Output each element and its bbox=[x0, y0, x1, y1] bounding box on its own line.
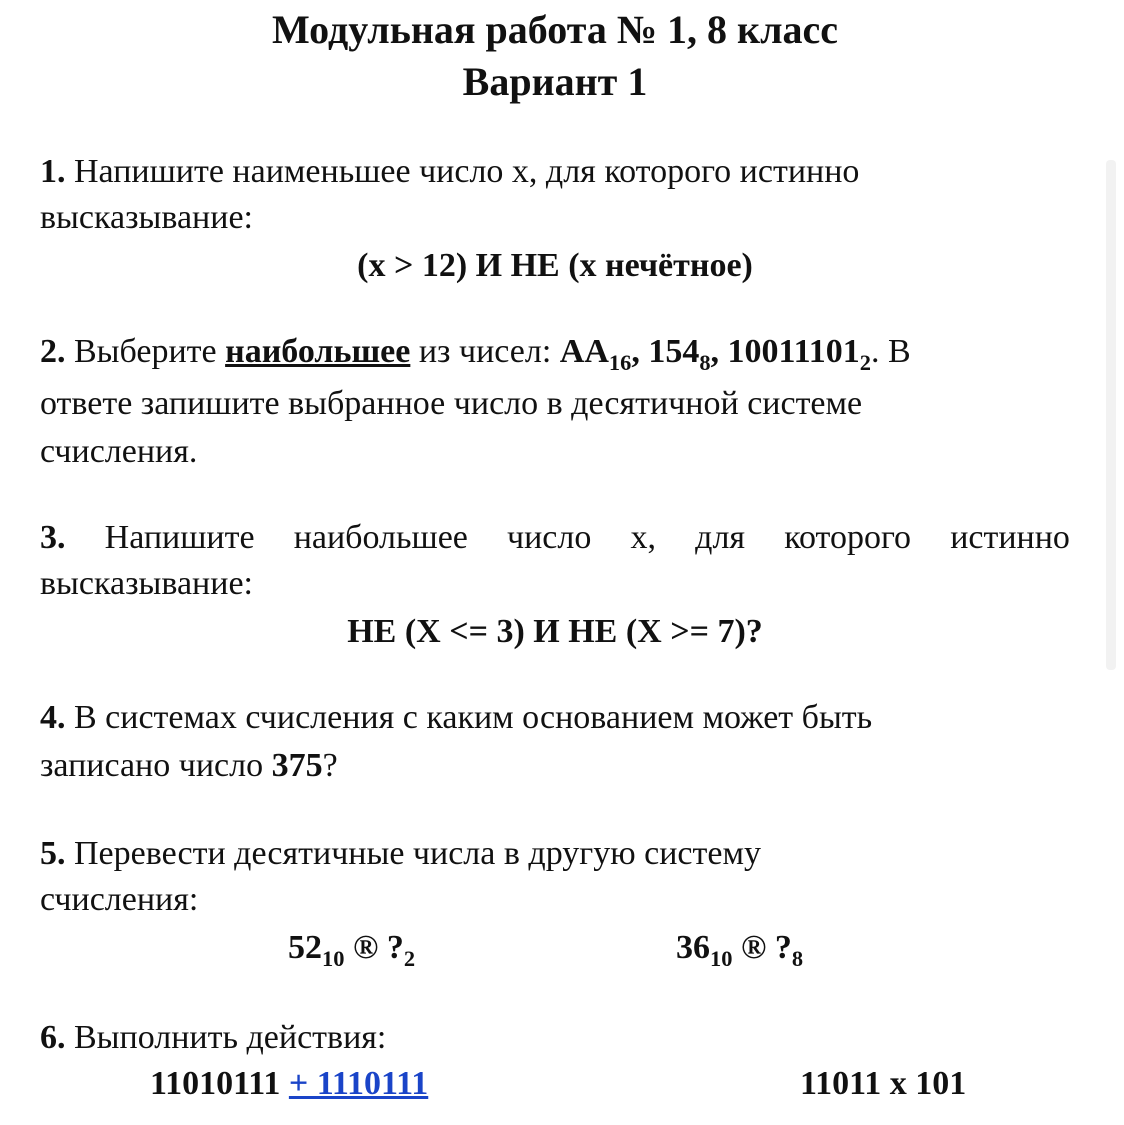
conversion-1: $52_{10}$ ® $?_2$ bbox=[288, 929, 416, 971]
question-1-text: Напишите наименьшее число х, для которого истинно bbox=[74, 153, 860, 190]
question-2-line-1 bbox=[40, 332, 1070, 375]
number-hex: $AA_{16}$, bbox=[559, 333, 640, 375]
question-4-line-2 bbox=[40, 746, 1070, 786]
scrollbar[interactable] bbox=[1106, 160, 1116, 670]
q3-word: которого bbox=[784, 519, 912, 556]
q3-word: наибольшее bbox=[293, 519, 468, 556]
question-5-text: Перевести десятичные числа в другую систему bbox=[74, 835, 761, 872]
addition-operand-link[interactable]: + 1110111 bbox=[288, 1065, 429, 1102]
question-4-line-1 bbox=[40, 698, 1070, 738]
question-2-number: 2. bbox=[40, 333, 66, 370]
question-4-number: 4. bbox=[40, 699, 66, 736]
q3-word: истинно bbox=[950, 519, 1070, 556]
question-5-number: 5. bbox=[40, 835, 66, 872]
question-3-line-1 bbox=[40, 518, 1070, 558]
question-1-line-2: высказывание: bbox=[40, 199, 253, 236]
question-5-line-2: счисления: bbox=[40, 881, 199, 918]
question-2-emphasis: наибольшее bbox=[225, 333, 411, 370]
question-4-text: В системах счисления с каким основанием может быть bbox=[74, 699, 873, 736]
binary-addition: 11010111 + 1110111 bbox=[150, 1065, 429, 1102]
question-4-prefix: записано число bbox=[40, 747, 264, 784]
question-1-formula: (х > 12) И НЕ (х нечётное) bbox=[357, 247, 753, 284]
question-3-line-2: высказывание: bbox=[40, 565, 253, 602]
q3-word: х, bbox=[630, 519, 657, 556]
question-2-line-3: счисления. bbox=[40, 433, 198, 470]
conversion-2: $36_{10}$ ® $?_8$ bbox=[676, 929, 804, 971]
number-octal: $154_8$, bbox=[648, 333, 720, 375]
question-4-number-value: 375 bbox=[271, 747, 323, 784]
question-6-number: 6. bbox=[40, 1019, 66, 1056]
q3-word: для bbox=[695, 519, 746, 556]
question-6-line-1 bbox=[40, 1018, 1070, 1058]
question-2-line-2: ответе запишите выбранное число в десятичной системе bbox=[40, 385, 863, 422]
question-1-number: 1. bbox=[40, 153, 66, 190]
q3-word: число bbox=[507, 519, 592, 556]
binary-multiplication: 11011 x 101 bbox=[800, 1065, 967, 1102]
question-6-text: Выполнить действия: bbox=[74, 1019, 387, 1056]
q3-word: Напишите bbox=[104, 519, 255, 556]
number-binary: $10011101_2$ bbox=[727, 333, 872, 375]
variant-title: Вариант 1 bbox=[462, 59, 648, 104]
question-2-middle: из чисел: bbox=[418, 333, 552, 370]
question-4-suffix: ? bbox=[322, 747, 338, 784]
question-1-line-1 bbox=[40, 152, 1070, 192]
question-3-number: 3. bbox=[40, 519, 66, 556]
question-2-prefix: Выберите bbox=[74, 333, 217, 370]
question-5-line-1 bbox=[40, 834, 1070, 874]
question-3-formula: НЕ (X <= 3) И НЕ (X >= 7)? bbox=[347, 613, 763, 650]
question-2-suffix: . В bbox=[871, 333, 911, 370]
worksheet-title: Модульная работа № 1, 8 класс bbox=[271, 7, 839, 52]
